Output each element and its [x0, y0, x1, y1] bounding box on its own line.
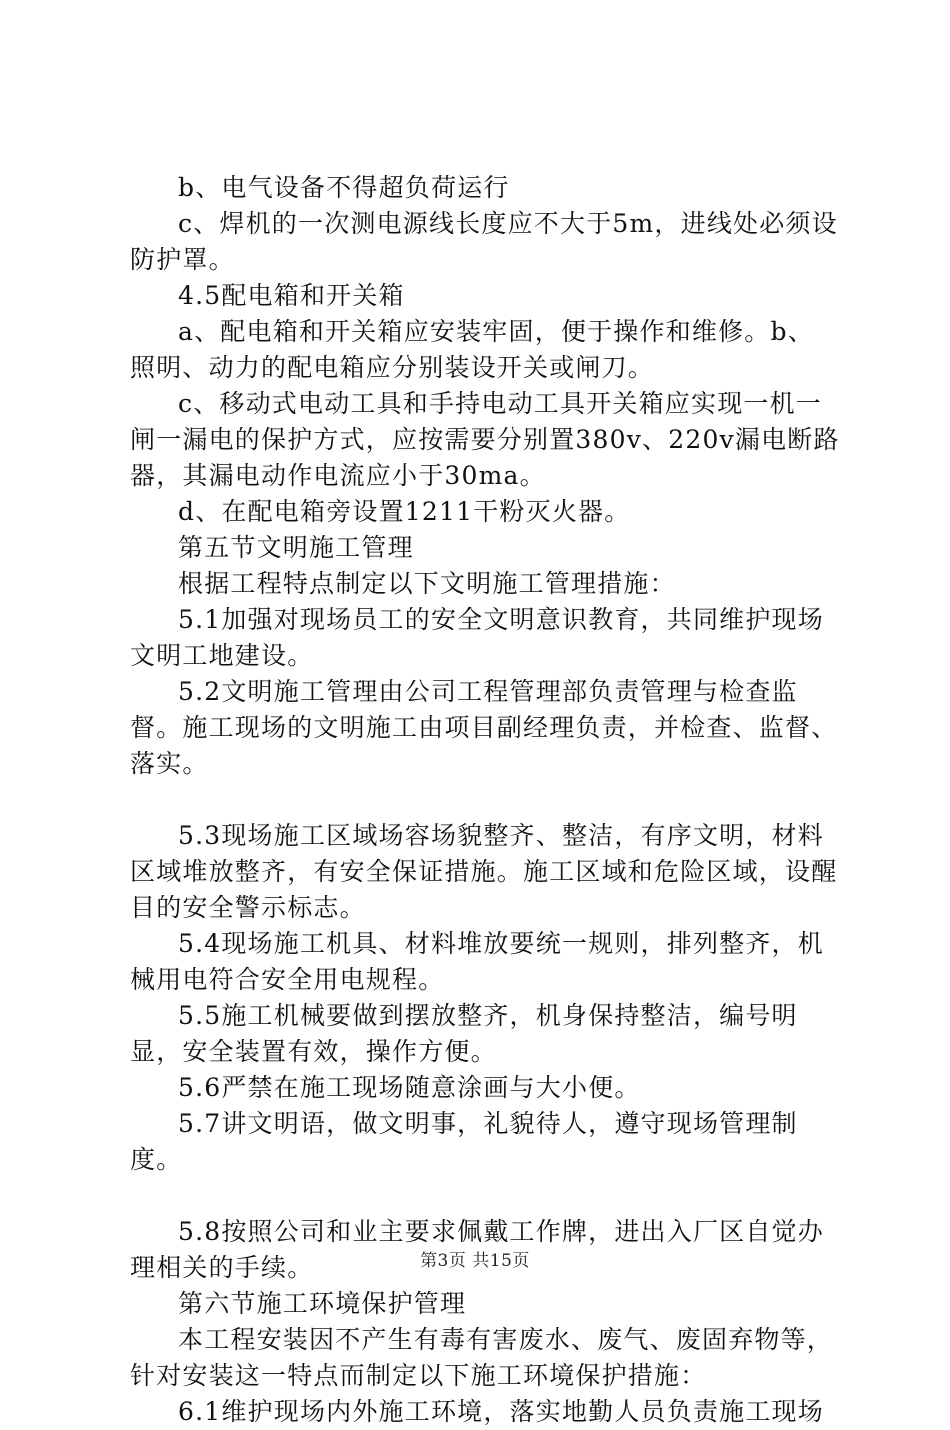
paragraph-5-2: 5.2文明施工管理由公司工程管理部负责管理与检查监督。施工现场的文明施工由项目副经理负责，并检查、监督、落实。 — [130, 677, 838, 778]
section-heading-5: 第五节文明施工管理 — [178, 533, 414, 562]
paragraph-5-8: 5.8按照公司和业主要求佩戴工作牌，进出入厂区自觉办理相关的手续。 — [130, 1217, 824, 1282]
paragraph-5-intro: 根据工程特点制定以下文明施工管理措施： — [178, 569, 676, 598]
paragraph-6-intro: 本工程安装因不产生有毒有害废水、废气、废固弃物等，针对安装这一特点而制定以下施工环境保护措施： — [130, 1325, 834, 1390]
document-body — [130, 170, 840, 1430]
paragraph-5-4: 5.4现场施工机具、材料堆放要统一规则，排列整齐，机械用电符合安全用电规程。 — [130, 929, 824, 994]
paragraph-1b: b、电气设备不得超负荷运行 — [178, 173, 510, 202]
paragraph-4-5-d: d、在配电箱旁设置1211干粉灭火器。 — [178, 497, 631, 526]
paragraph-5-3: 5.3现场施工区域场容场貌整齐、整洁，有序文明，材料区域堆放整齐，有安全保证措施。施工区域和危险区域，设醒目的安全警示标志。 — [130, 821, 838, 922]
paragraph-1c: c、焊机的一次测电源线长度应不大于5m，进线处必须设防护罩。 — [130, 209, 838, 274]
paragraph-5-7: 5.7讲文明语，做文明事，礼貌待人，遵守现场管理制度。 — [130, 1109, 798, 1174]
paragraph-5-1: 5.1加强对现场员工的安全文明意识教育，共同维护现场文明工地建设。 — [130, 605, 824, 670]
section-heading-6: 第六节施工环境保护管理 — [178, 1289, 467, 1318]
paragraph-4-5-a: a、配电箱和开关箱应安装牢固，便于操作和维修。b、照明、动力的配电箱应分别装设开关或闸刀。 — [130, 317, 814, 382]
paragraph-5-6: 5.6严禁在施工现场随意涂画与大小便。 — [178, 1073, 641, 1102]
paragraph-6-1: 6.1维护现场内外施工环境，落实地勤人员负责施工现场 — [178, 1397, 824, 1426]
paragraph-4-5-c: c、移动式电动工具和手持电动工具开关箱应实现一机一闸一漏电的保护方式，应按需要分别置380v、220v漏电断路器，其漏电动作电流应小于30ma。 — [130, 389, 840, 490]
page-footer: 第3页 共15页 — [420, 1251, 530, 1271]
section-heading-4-5: 4.5配电箱和开关箱 — [178, 281, 405, 310]
paragraph-5-5: 5.5施工机械要做到摆放整齐，机身保持整洁，编号明显，安全装置有效，操作方便。 — [130, 1001, 798, 1066]
